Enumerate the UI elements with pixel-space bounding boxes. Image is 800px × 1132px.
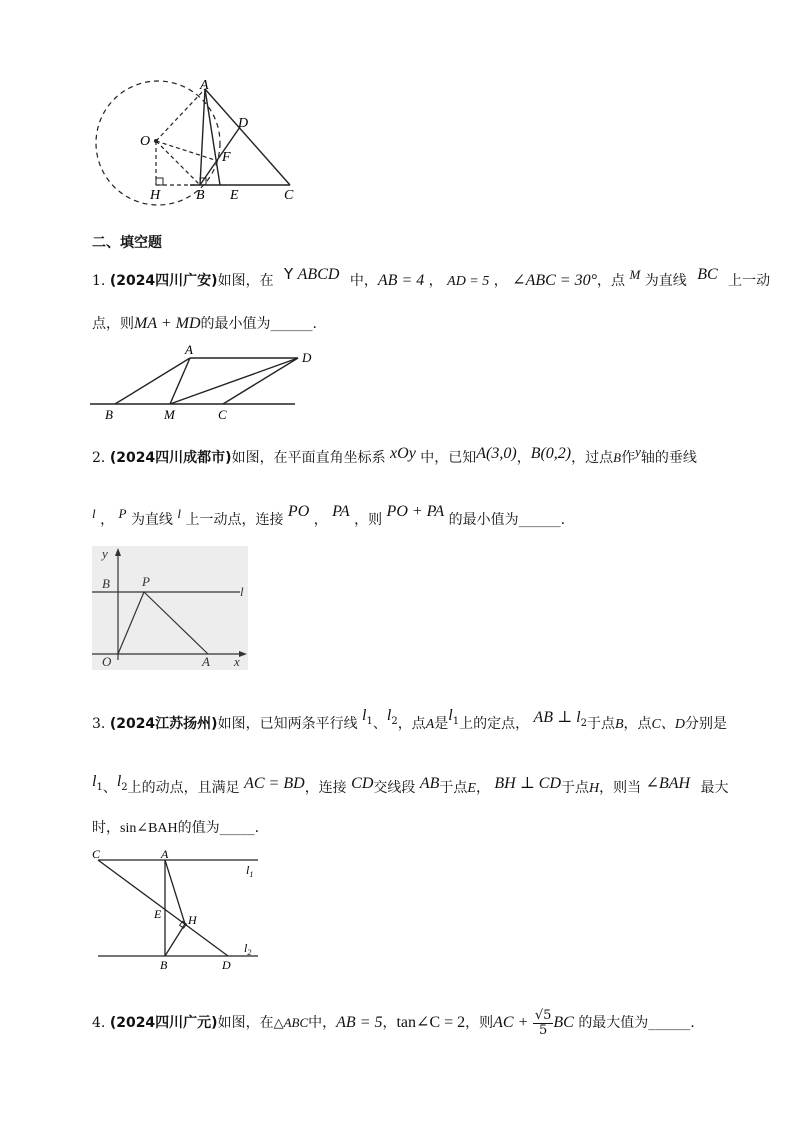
label-H: H [150, 188, 161, 203]
label-C: C [218, 407, 227, 422]
label-M: M [164, 407, 175, 422]
label-O: O [102, 654, 112, 669]
label-H: H [188, 913, 197, 927]
question-2-line-1: 2. (2024四川成都市)如图，在平面直角坐标系 xOy 中，已知A(3,0)，B(0,2)，过点B作y轴的垂线 [92, 444, 697, 466]
fraction-sqrt5-over-5: $\frac{√5}{5}$ [534, 1007, 552, 1038]
label-B: B [105, 407, 113, 422]
label-A: A [202, 654, 210, 669]
label-E: E [230, 188, 239, 203]
question-1-line-1: 1. (2024四川广安)如图，在 Y ABCD 中，AB = 4 ， AD = 5 ， ∠ABC = 30°，点 M 为直线 BC 上一动 [92, 265, 771, 289]
label-D: D [222, 958, 231, 972]
label-F: F [222, 150, 231, 165]
label-C: C [92, 847, 101, 861]
label-D: D [302, 350, 312, 365]
circle-triangle-figure [80, 75, 320, 210]
label-O: O [140, 134, 151, 149]
question-3-line-2: $l_1$、$l_2$上的动点，且满足 AC = BD，连接 CD交线段 AB于点E， BH ⊥ CD于点H，则当 ∠BAH 最大 [92, 773, 729, 796]
label-l2: $l_2$ [244, 941, 252, 957]
section-title: 二、填空题 [92, 235, 162, 251]
question-2-line-2: l ， P 为直线 l 上一动点，连接 PO ， PA ，则 PO + PA 的最小值为______. [92, 503, 566, 528]
label-y: y [102, 546, 108, 561]
label-B: B [196, 188, 205, 203]
label-B: B [102, 576, 110, 591]
label-D: D [238, 116, 249, 131]
label-C: C [284, 188, 294, 203]
question-3-line-1: 3. (2024江苏扬州)如图，已知两条平行线 $l_1$、$l_2$，点A是$l_1$上的定点， AB ⊥ $l_2$于点B，点C、D分别是 [92, 707, 727, 732]
label-l: l [240, 584, 244, 599]
label-E: E [154, 907, 162, 921]
label-A: A [185, 342, 193, 357]
label-x: x [234, 654, 240, 669]
label-l1: $l_1$ [246, 863, 254, 879]
label-A: A [200, 78, 209, 93]
question-3-line-3: 时，sin∠BAH的值为_____. [92, 820, 260, 836]
question-4: 4. (2024四川广元)如图，在△ABC中，AB = 5，tan∠C = 2，则AC + $\frac{√5}{5}$ BC 的最大值为______. [92, 1007, 695, 1038]
coordinate-figure [92, 546, 248, 670]
label-B: B [160, 958, 168, 972]
label-P: P [142, 574, 150, 589]
parallel-lines-figure [88, 844, 268, 972]
question-1-line-2: 点，则MA + MD的最小值为______. [92, 315, 317, 332]
parallelogram-figure [90, 340, 310, 425]
label-A: A [161, 847, 169, 861]
